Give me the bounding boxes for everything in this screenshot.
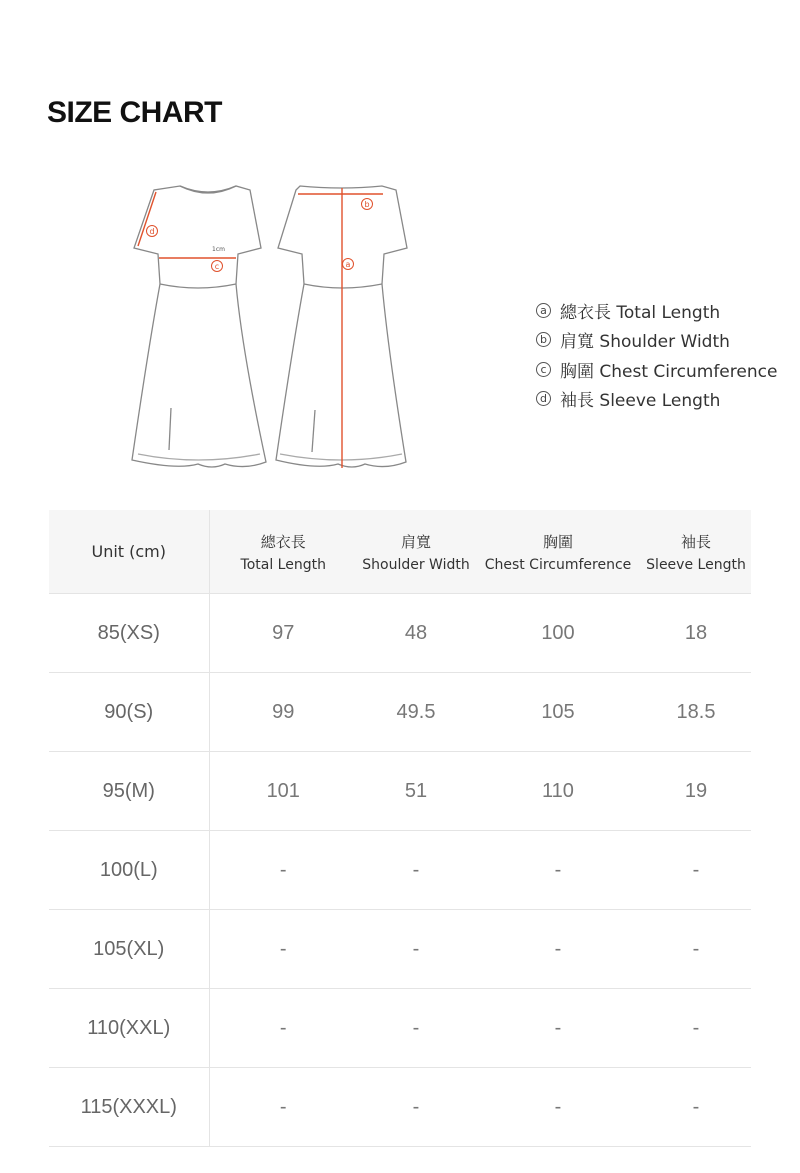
value-cell: - (475, 989, 641, 1068)
legend-item-sleeve-length (536, 384, 777, 413)
legend-label: 總衣長 Total Length (560, 303, 721, 324)
unit-header: Unit (cm) (49, 510, 209, 594)
column-header-en: Total Length (240, 556, 326, 573)
legend-label: 袖長 Sleeve Length (560, 391, 721, 412)
value-cell: 49.5 (357, 673, 475, 752)
marker-d-icon: d (536, 391, 551, 406)
dress-measurement-diagram (120, 170, 420, 480)
table-row (49, 989, 751, 1068)
column-header-en: Chest Circumference (484, 556, 632, 573)
value-cell: - (641, 831, 751, 910)
size-cell: 85(XS) (49, 594, 209, 673)
value-cell: - (357, 910, 475, 989)
value-cell: 97 (209, 594, 357, 673)
value-cell: 18 (641, 594, 751, 673)
column-header-zh: 肩寬 (400, 532, 431, 551)
value-cell: 18.5 (641, 673, 751, 752)
table-row (49, 752, 751, 831)
value-cell: - (475, 910, 641, 989)
value-cell: 105 (475, 673, 641, 752)
value-cell: - (209, 831, 357, 910)
marker-a (343, 259, 354, 270)
value-cell: - (357, 989, 475, 1068)
marker-d (147, 226, 158, 237)
size-table (49, 510, 751, 1147)
column-header-zh: 胸圍 (542, 532, 573, 551)
page-title: SIZE CHART (47, 96, 222, 129)
column-header-shoulder-width (357, 510, 475, 594)
value-cell: - (475, 831, 641, 910)
column-header-sleeve-length (641, 510, 751, 594)
value-cell: 110 (475, 752, 641, 831)
value-cell: 48 (357, 594, 475, 673)
table-row (49, 910, 751, 989)
legend-item-shoulder-width (536, 325, 777, 354)
marker-b (362, 199, 373, 210)
value-cell: - (641, 1068, 751, 1147)
column-header-zh: 袖長 (680, 532, 711, 551)
value-cell: - (209, 1068, 357, 1147)
size-cell: 95(M) (49, 752, 209, 831)
column-header-chest (475, 510, 641, 594)
value-cell: - (357, 831, 475, 910)
table-row (49, 594, 751, 673)
value-cell: 51 (357, 752, 475, 831)
marker-b-icon: b (536, 332, 551, 347)
column-header-total-length (209, 510, 357, 594)
value-cell: - (475, 1068, 641, 1147)
size-cell: 105(XL) (49, 910, 209, 989)
value-cell: - (209, 910, 357, 989)
legend-label: 肩寬 Shoulder Width (560, 332, 730, 353)
size-cell: 115(XXXL) (49, 1068, 209, 1147)
measurement-legend (536, 296, 777, 413)
svg-text:d: d (149, 227, 155, 236)
value-cell: 19 (641, 752, 751, 831)
value-cell: - (641, 910, 751, 989)
value-cell: - (357, 1068, 475, 1147)
value-cell: 100 (475, 594, 641, 673)
legend-label: 胸圍 Chest Circumference (560, 361, 778, 382)
marker-a-icon: a (536, 303, 551, 318)
table-row (49, 673, 751, 752)
value-cell: - (641, 989, 751, 1068)
column-header-zh: 總衣長 (260, 532, 306, 551)
svg-text:c: c (214, 262, 220, 271)
legend-item-total-length (536, 296, 777, 325)
table-header-row (49, 510, 751, 594)
marker-c (212, 261, 223, 272)
column-header-en: Shoulder Width (362, 556, 470, 573)
size-cell: 110(XXL) (49, 989, 209, 1068)
table-row (49, 1068, 751, 1147)
column-header-en: Sleeve Length (646, 556, 746, 573)
svg-text:a: a (345, 260, 351, 269)
svg-text:b: b (364, 200, 370, 209)
size-cell: 100(L) (49, 831, 209, 910)
chest-offset-label: 1cm (212, 246, 225, 253)
value-cell: 101 (209, 752, 357, 831)
table-row (49, 831, 751, 910)
size-cell: 90(S) (49, 673, 209, 752)
marker-c-icon: c (536, 362, 551, 377)
legend-item-chest (536, 355, 777, 384)
value-cell: - (209, 989, 357, 1068)
value-cell: 99 (209, 673, 357, 752)
